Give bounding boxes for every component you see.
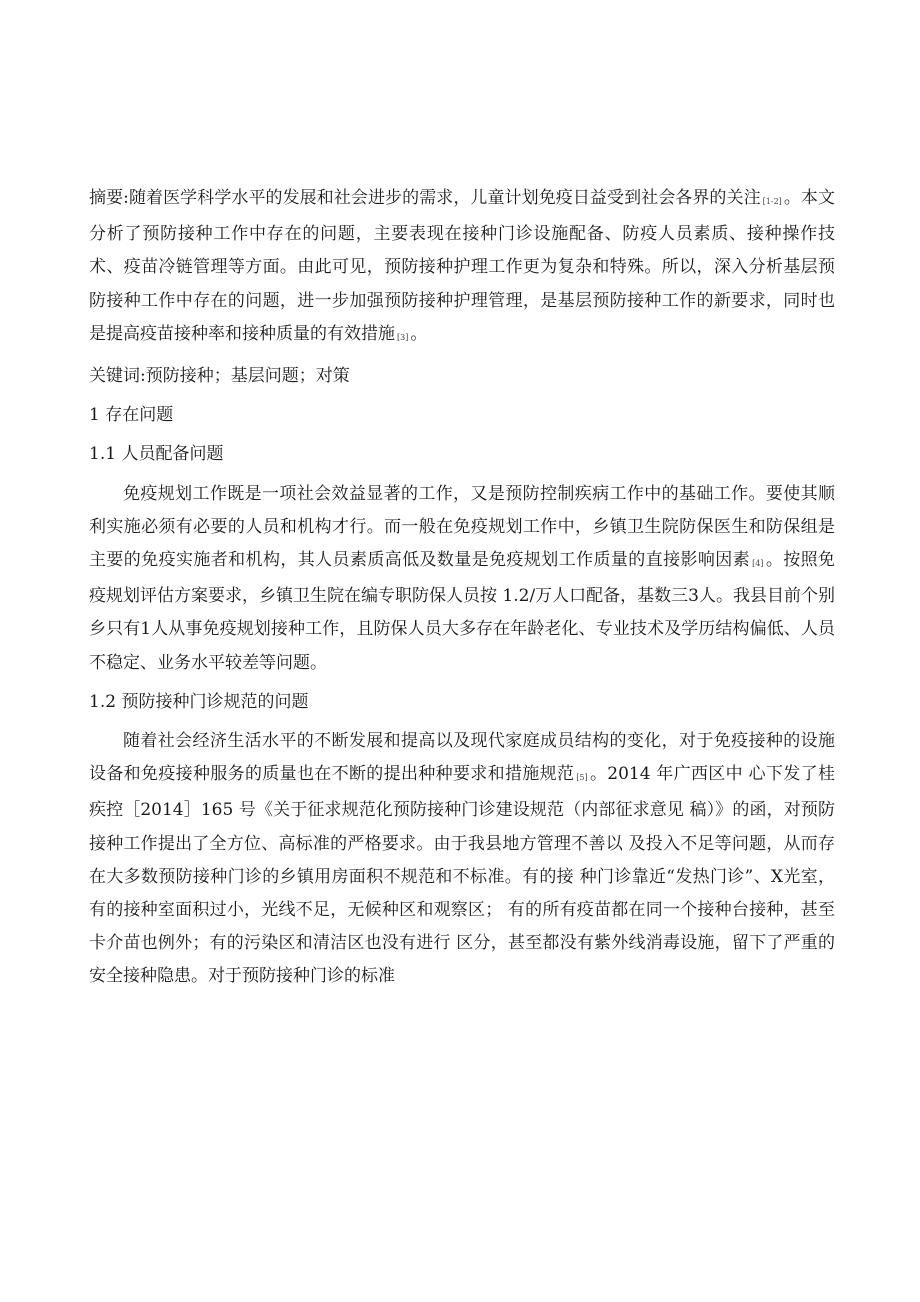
document-page (89, 182, 835, 994)
body-paragraph (89, 725, 835, 994)
citation-ref: [3] (397, 332, 409, 342)
citation-ref: [4] (752, 559, 764, 569)
keywords-text: 预防接种；基层问题；对策 (145, 366, 350, 387)
paragraph-text: 随着社会经济生活水平的不断发展和提高以及现代家庭成员结构的变化，对于免疫接种的设施设备和免疫接种服务的质量也在不断的提出种种要求和措施规范 (89, 731, 835, 785)
abstract-text: 。 (410, 323, 428, 344)
citation-ref: [5] (576, 773, 588, 783)
abstract-text: 随着医学科学水平的发展和社会进步的需求，儿童计划免疫日益受到社会各界的关注 (128, 188, 761, 208)
paragraph-text: 免疫规划工作既是一项社会效益显著的工作，又是预防控制疾病工作中的基础工作。要使其顺利实施必须有必要的人员和机构才行。而一般在免疫规划工作中，乡镇卫生院防保医生和防保组是主要的免疫实施者和机构，其人员素质高低及数量是免疫规划工作质量的直接影响因素 (89, 483, 835, 571)
paragraph-text: 。按照免疫规划评估方案要求，乡镇卫生院在编专职防保人员按 1.2/万人口配备，基数三3人。我县目前个别乡只有1人从事免疫规划接种工作，且防保人员大多存在年龄老化、专业技术及学历结构偏低、人员不稳定、业务水平较差等问题。 (89, 550, 836, 673)
citation-ref: [1-2] (762, 197, 782, 206)
abstract-text: 。本文分析了预防接种工作中存在的问题，主要表现在接种门诊设施配备、防疫人员素质、接种操作技术、疫苗冷链管理等方面。由此可见，预防接种护理工作更为复杂和特殊。所以，深入分析基层预防接种工作中存在的问题，进一步加强预防接种护理管理，是基层预防接种工作的新要求，同时也是提高疫苗接种率和接种质量的有效措施 (89, 188, 836, 344)
subsection-heading: 1.2 预防接种门诊规范的问题 (89, 691, 309, 712)
subsection-heading: 1.1 人员配备问题 (89, 444, 224, 465)
body-paragraph (89, 478, 835, 680)
keywords-line (89, 360, 835, 393)
paragraph-text: 。2014 年广西区中 心下发了桂疾控［2014］165 号《关于征求规范化预防接种门诊建设规范（内部征求意见 稿）》的函，对预防接种工作提出了全方位、高标准的严格要求。由于我县地方管理不善以 及投入不足等问题，从而存在大多数预防接种门诊的乡镇用房面积不规范和不标准。有的接 种门诊靠近“发热门诊”、X光室，有的接种室面积过小，光线不足，无候种区和观察区； 有的所有疫苗都在同一个接种台接种，甚至卡介苗也例外；有的污染区和清洁区也没有进行 区分，甚至都没有紫外线消毒设施，留下了严重的安全接种隐患。对于预防接种门诊的标准 (89, 764, 836, 987)
abstract-paragraph (89, 182, 835, 354)
abstract-label: 摘要: (89, 188, 129, 208)
keywords-label: 关键词: (89, 366, 146, 387)
section-heading: 1 存在问题 (89, 405, 174, 426)
